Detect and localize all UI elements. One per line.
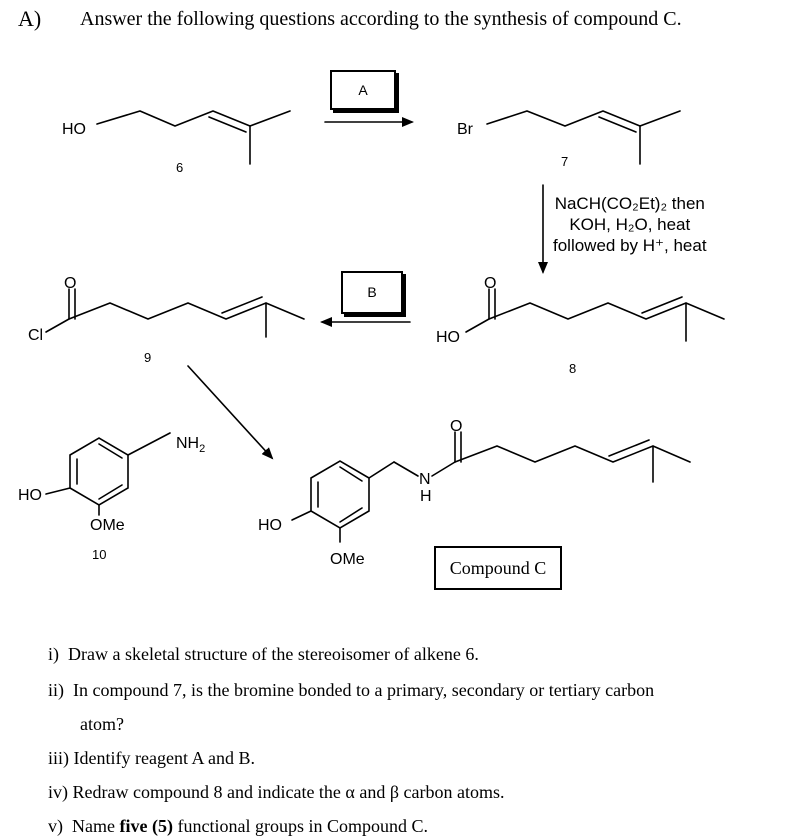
reagent-a-box	[330, 70, 396, 110]
compound-7-structure	[457, 111, 680, 169]
carbonyl-oxygen-label: O	[484, 275, 497, 292]
acid-hydroxyl-label: HO	[436, 329, 460, 346]
conditions-line-2: KOH, H₂O, heat	[569, 215, 691, 234]
compound-8-number: 8	[569, 361, 577, 376]
compound-c-label: Compound C	[449, 558, 547, 578]
compound-6-number: 6	[176, 160, 184, 175]
conditions-line-3: followed by H⁺, heat	[553, 236, 707, 255]
hydroxyl-label: HO	[62, 121, 86, 138]
compound-10-number: 10	[92, 547, 107, 562]
compound-c-label-box	[434, 546, 562, 590]
carbonyl-oxygen-label: O	[450, 418, 463, 435]
compound-10-structure	[18, 433, 205, 562]
question-iii: iii) Identify reagent A and B.	[48, 748, 255, 768]
amide-hydrogen-label: H	[420, 488, 432, 505]
phenol-hydroxyl-label: HO	[258, 517, 282, 534]
compound-9-structure	[28, 275, 304, 365]
bromine-label: Br	[457, 121, 473, 138]
compound-9-number: 9	[144, 350, 152, 365]
instruction-text: Answer the following questions according to the synthesis of compound C.	[80, 8, 682, 30]
conditions-line-1: NaCH(CO₂Et)₂ then	[554, 194, 705, 213]
reaction-conditions	[553, 193, 707, 256]
question-i: i) Draw a skeletal structure of the stereoisomer of alkene 6.	[48, 644, 479, 664]
phenol-hydroxyl-label: HO	[18, 487, 42, 504]
reagent-b-label: B	[367, 284, 377, 300]
compound-6-structure	[62, 111, 290, 175]
amine-label: $NH_2$	[176, 435, 206, 455]
methoxy-label: OMe	[90, 517, 125, 534]
question-ii-continued: atom?	[80, 714, 124, 734]
question-label: A)	[18, 6, 42, 31]
methoxy-label: OMe	[330, 551, 365, 568]
compound-7-number: 7	[561, 154, 569, 169]
reagent-b-box	[341, 271, 403, 314]
compound-8-structure	[436, 275, 724, 376]
carbonyl-oxygen-label: O	[64, 275, 77, 292]
chlorine-label: Cl	[28, 327, 44, 344]
question-v: v) Name five (5) functional groups in Compound C.	[48, 816, 428, 836]
question-ii: ii) In compound 7, is the bromine bonded to a primary, secondary or tertiary carbon	[48, 680, 655, 700]
question-iv: iv) Redraw compound 8 and indicate the α and β carbon atoms.	[48, 782, 505, 802]
amide-nitrogen-label: N	[419, 471, 431, 488]
reagent-a-label: A	[358, 82, 368, 98]
